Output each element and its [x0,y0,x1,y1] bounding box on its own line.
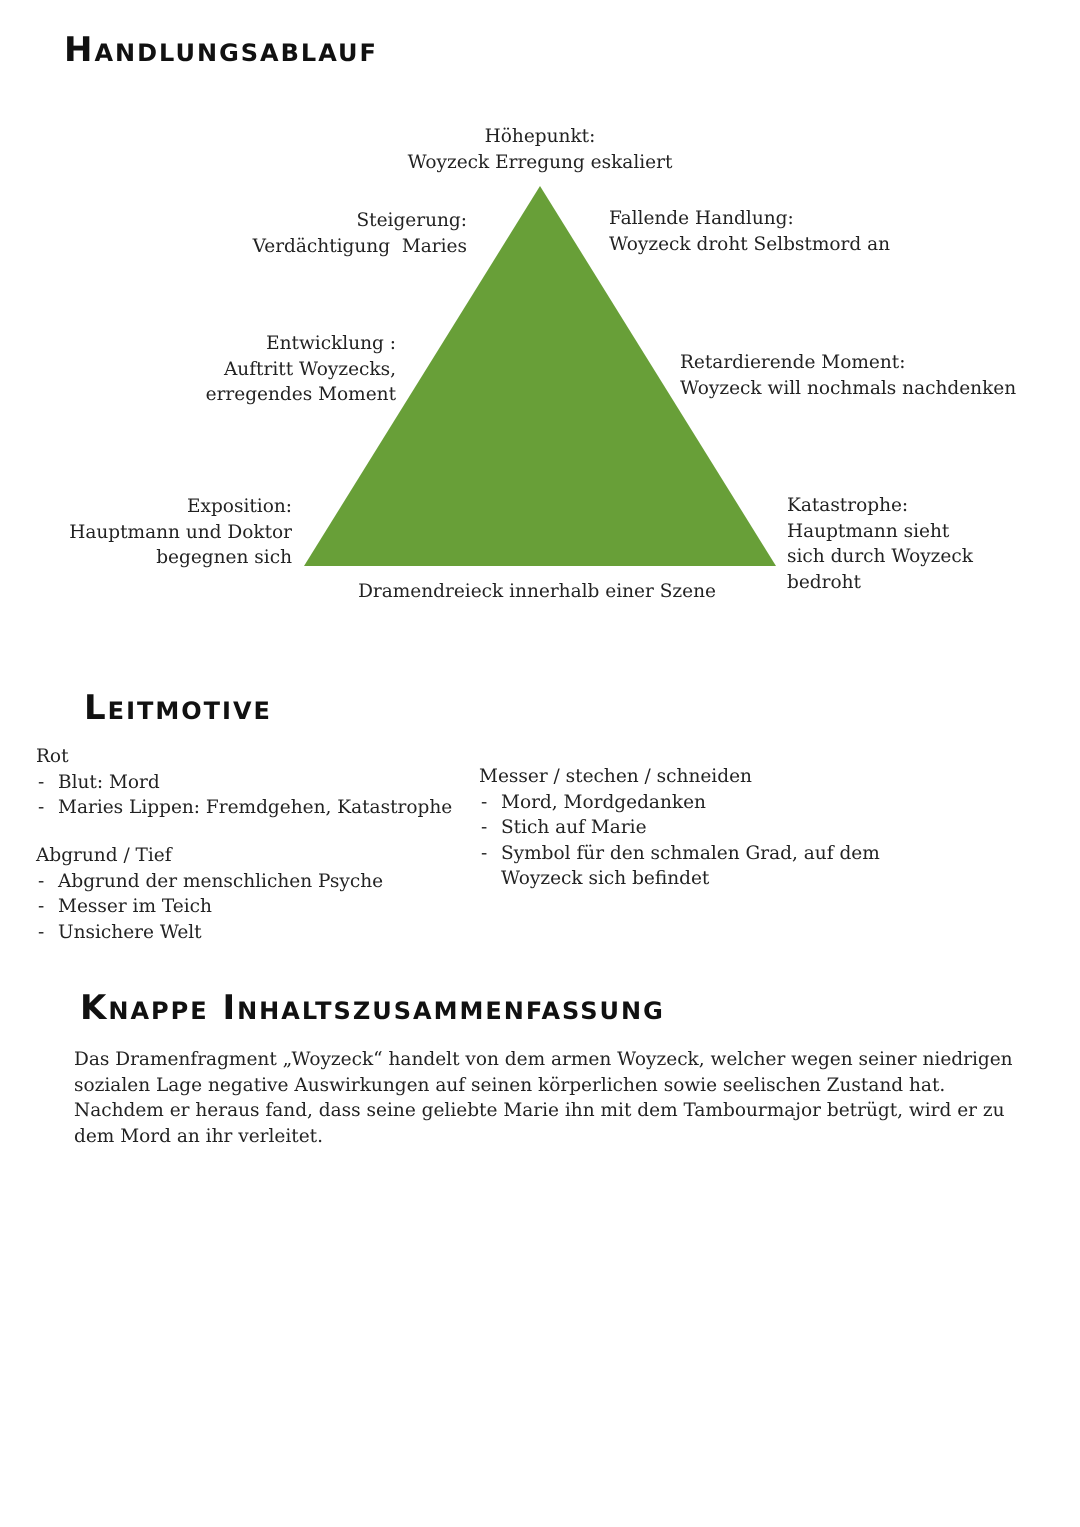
label-katastrophe [787,493,973,595]
exposition-title: Exposition: [187,496,292,517]
heading-inhaltszusammenfassung [80,988,665,1028]
label-fallende-handlung [609,206,890,257]
summary-paragraph: Das Dramenfragment „Woyzeck“ handelt von dem armen Woyzeck, welcher wegen seiner niedrigen sozialen Lage negative Auswirkungen auf seinen körperlichen sowie seelischen Zustand hat. Nachdem er heraus fand, dass seine geliebte Marie ihn mit dem Tambourmajor betrügt, wird er zu dem Mord an ihr verleitet. [74,1049,1013,1147]
motif-rot [36,744,452,821]
motif-messer-list [479,790,880,867]
list-item: - Abgrund der menschlichen Psyche [36,869,383,895]
heading-leitmotive [84,688,272,728]
label-retardierend [680,350,1016,401]
retardierend-text: Woyzeck will nochmals nachdenken [680,377,1017,399]
motif-messer-continuation: Woyzeck sich befindet [501,868,710,889]
list-item: - Maries Lippen: Fremdgehen, Katastrophe [36,795,452,821]
entwicklung-line2: erregendes Moment [205,384,396,405]
motif-abgrund [36,843,383,945]
label-exposition [40,494,292,571]
triangle-caption: Dramendreieck innerhalb einer Szene [358,581,716,602]
katastrophe-line3: bedroht [787,571,861,593]
motif-abgrund-list [36,869,383,946]
hoehepunkt-title: Höhepunkt: [484,126,596,147]
heading-word: Handlungsablauf [64,30,378,70]
list-item: - Symbol für den schmalen Grad, auf dem [479,841,880,867]
motif-messer [479,764,880,892]
fallende-text: Woyzeck droht Selbstmord an [609,233,891,255]
label-hoehepunkt [400,124,680,175]
steigerung-title: Steigerung: [356,210,467,231]
list-item: - Mord, Mordgedanken [479,790,880,816]
heading-word: Knappe [80,988,209,1028]
exposition-line2: begegnen sich [156,547,292,568]
exposition-line1: Hauptmann und Doktor [69,521,292,543]
entwicklung-line1: Auftritt Woyzecks, [223,358,396,380]
list-item: - Messer im Teich [36,894,383,920]
heading-word: Leitmotive [84,688,272,728]
steigerung-text: Verdächtigung Maries [252,235,467,257]
motif-rot-list [36,770,452,821]
katastrophe-line2: sich durch Woyzeck [787,546,973,567]
entwicklung-title: Entwicklung : [266,333,396,354]
motif-messer-heading: Messer / stechen / schneiden [479,766,752,787]
label-entwicklung [150,331,396,408]
katastrophe-title: Katastrophe: [787,495,909,516]
list-item: - Blut: Mord [36,770,452,796]
retardierend-title: Retardierende Moment: [680,352,906,373]
motif-abgrund-heading: Abgrund / Tief [36,845,172,866]
katastrophe-line1: Hauptmann sieht [787,520,950,542]
fallende-title: Fallende Handlung: [609,208,794,229]
hoehepunkt-text: Woyzeck Erregung eskaliert [407,151,673,173]
motif-rot-heading: Rot [36,746,69,767]
list-item: - Stich auf Marie [479,815,880,841]
heading-word: Inhaltszusammenfassung [222,988,665,1028]
label-steigerung [200,208,467,259]
list-item: - Unsichere Welt [36,920,383,946]
